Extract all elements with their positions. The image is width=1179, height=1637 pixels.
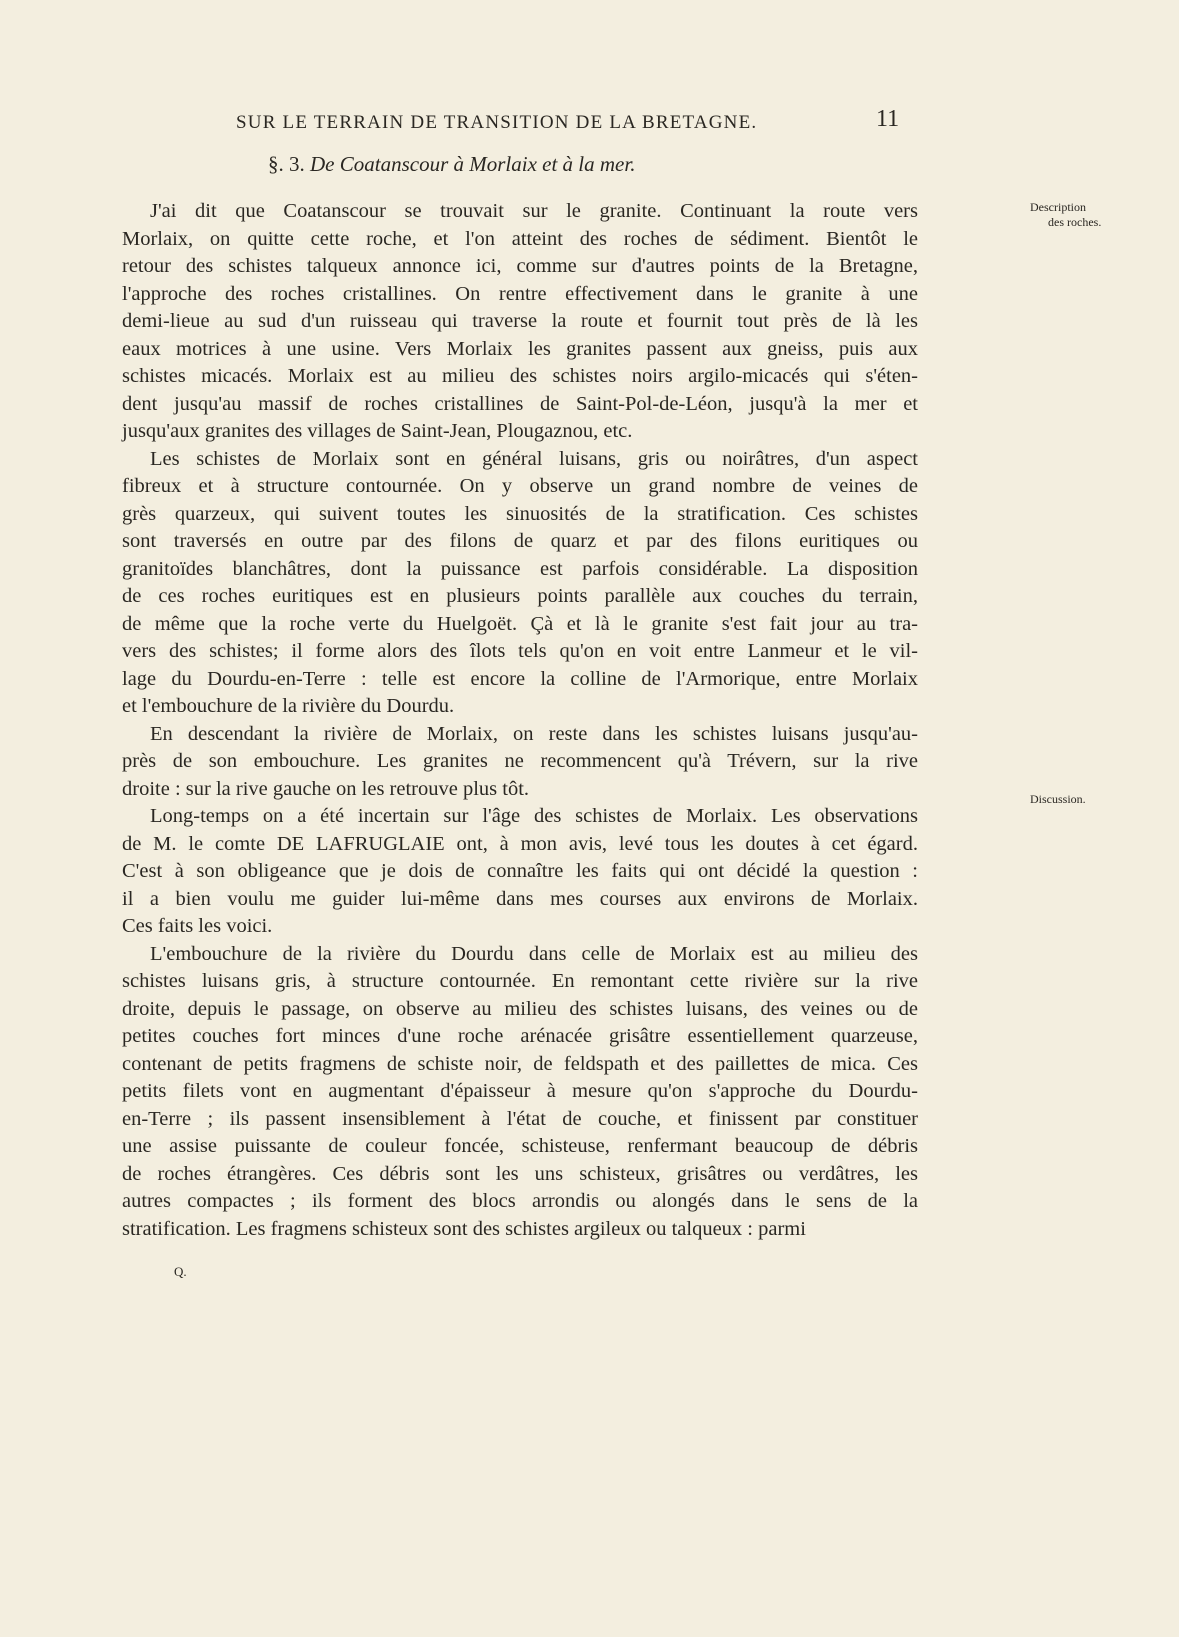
text-line: Ces faits les voici. (122, 915, 273, 937)
text-line: granitoïdes blanchâtres, dont la puissance est parfois considérable. La disposition (122, 557, 918, 580)
text-line: petites couches fort minces d'une roche arénacée grisâtre essentiellement quarzeuse, (122, 1025, 918, 1047)
text-line: autres compactes ; ils forment des blocs arrondis ou alongés dans le sens de la (122, 1190, 918, 1212)
section-heading (268, 152, 635, 177)
section-number: §. 3. (268, 152, 305, 176)
text-line: près de son embouchure. Les granites ne recommencent qu'à Trévern, sur la rive (122, 750, 918, 772)
margin-note-line: Discussion. (1030, 792, 1086, 806)
text-line: C'est à son obligeance que je dois de connaître les faits qui ont décidé la question : (122, 860, 918, 882)
text-line: schistes luisans gris, à structure contournée. En remontant cette rivière sur la rive (122, 970, 918, 992)
text-line: grès quarzeux, qui suivent toutes les sinuosités de la stratification. Ces schistes (122, 502, 918, 525)
text-line: fibreux et à structure contournée. On y observe un grand nombre de veines de (122, 475, 918, 497)
text-line: vers des schistes; il forme alors des îlots tels qu'on en voit entre Lanmeur et le vil- (122, 640, 918, 662)
text-line: En descendant la rivière de Morlaix, on reste dans les schistes luisans jusqu'au- (150, 722, 918, 745)
text-line: de même que la roche verte du Huelgoët. Çà et là le granite s'est fait jour au tra- (122, 612, 918, 635)
text-line: l'approche des roches cristallines. On rentre effectivement dans le granite à une (122, 282, 918, 305)
text-line: stratification. Les fragmens schisteux sont des schistes argileux ou talqueux : parmi (122, 1217, 806, 1240)
margin-note-description (1030, 200, 1158, 230)
margin-note-discussion (1030, 792, 1158, 807)
text-line: eaux motrices à une usine. Vers Morlaix les granites passent aux gneiss, puis aux (122, 337, 918, 360)
text-line: Morlaix, on quitte cette roche, et l'on atteint des roches de sédiment. Bientôt le (122, 227, 918, 250)
text-line: schistes micacés. Morlaix est au milieu des schistes noirs argilo-micacés qui s'éten- (122, 365, 918, 387)
text-line: il a bien voulu me guider lui-même dans mes courses aux environs de Morlaix. (122, 887, 918, 910)
margin-note-line: des roches. (1048, 215, 1102, 229)
text-line: dent jusqu'au massif de roches cristallines de Saint-Pol-de-Léon, jusqu'à la mer et (122, 392, 918, 415)
text-line: J'ai dit que Coatanscour se trouvait sur le granite. Continuant la route vers (150, 200, 918, 222)
text-line: de roches étrangères. Ces débris sont les uns schisteux, grisâtres ou verdâtres, les (122, 1162, 918, 1185)
section-title: De Coatanscour à Morlaix et à la mer. (310, 152, 636, 176)
running-title: SUR LE TERRAIN DE TRANSITION DE LA BRETAGNE. (236, 112, 758, 133)
text-line: en-Terre ; ils passent insensiblement à l'état de couche, et finissent par constituer (122, 1107, 918, 1130)
text-line: de M. le comte DE LAFRUGLAIE ont, à mon avis, levé tous les doutes à cet égard. (122, 832, 918, 855)
text-line: petits filets vont en augmentant d'épaisseur à mesure qu'on s'approche du Dourdu- (122, 1080, 918, 1102)
text-line: sont traversés en outre par des filons de quarz et par des filons euritiques ou (122, 530, 918, 552)
body-text (122, 198, 918, 1243)
text-line: Long-temps on a été incertain sur l'âge des schistes de Morlaix. Les observations (150, 805, 918, 827)
text-line: droite, depuis le passage, on observe au milieu des schistes luisans, des veines ou de (122, 997, 918, 1020)
text-line: contenant de petits fragmens de schiste noir, de feldspath et des paillettes de mica. Ces (122, 1052, 918, 1075)
text-line: demi-lieue au sud d'un ruisseau qui traverse la route et fournit tout près de là les (122, 310, 918, 332)
text-line: de ces roches euritiques est en plusieurs points parallèle aux couches du terrain, (122, 585, 918, 607)
text-line: jusqu'aux granites des villages de Saint-Jean, Plougaznou, etc. (122, 420, 633, 442)
signature-mark: Q. (174, 1264, 187, 1279)
margin-note-line: Description (1030, 200, 1086, 214)
page-number: 11 (876, 106, 900, 132)
text-line: L'embouchure de la rivière du Dourdu dans celle de Morlaix est au milieu des (150, 942, 918, 965)
text-line: droite : sur la rive gauche on les retrouve plus tôt. (122, 777, 530, 800)
text-line: Les schistes de Morlaix sont en général luisans, gris ou noirâtres, d'un aspect (150, 447, 918, 470)
text-line: retour des schistes talqueux annonce ici, comme sur d'autres points de la Bretagne, (122, 255, 918, 277)
text-line: lage du Dourdu-en-Terre : telle est encore la colline de l'Armorique, entre Morlaix (122, 667, 918, 690)
text-line: et l'embouchure de la rivière du Dourdu. (122, 695, 455, 717)
text-line: une assise puissante de couleur foncée, schisteuse, renfermant beaucoup de débris (122, 1135, 918, 1157)
